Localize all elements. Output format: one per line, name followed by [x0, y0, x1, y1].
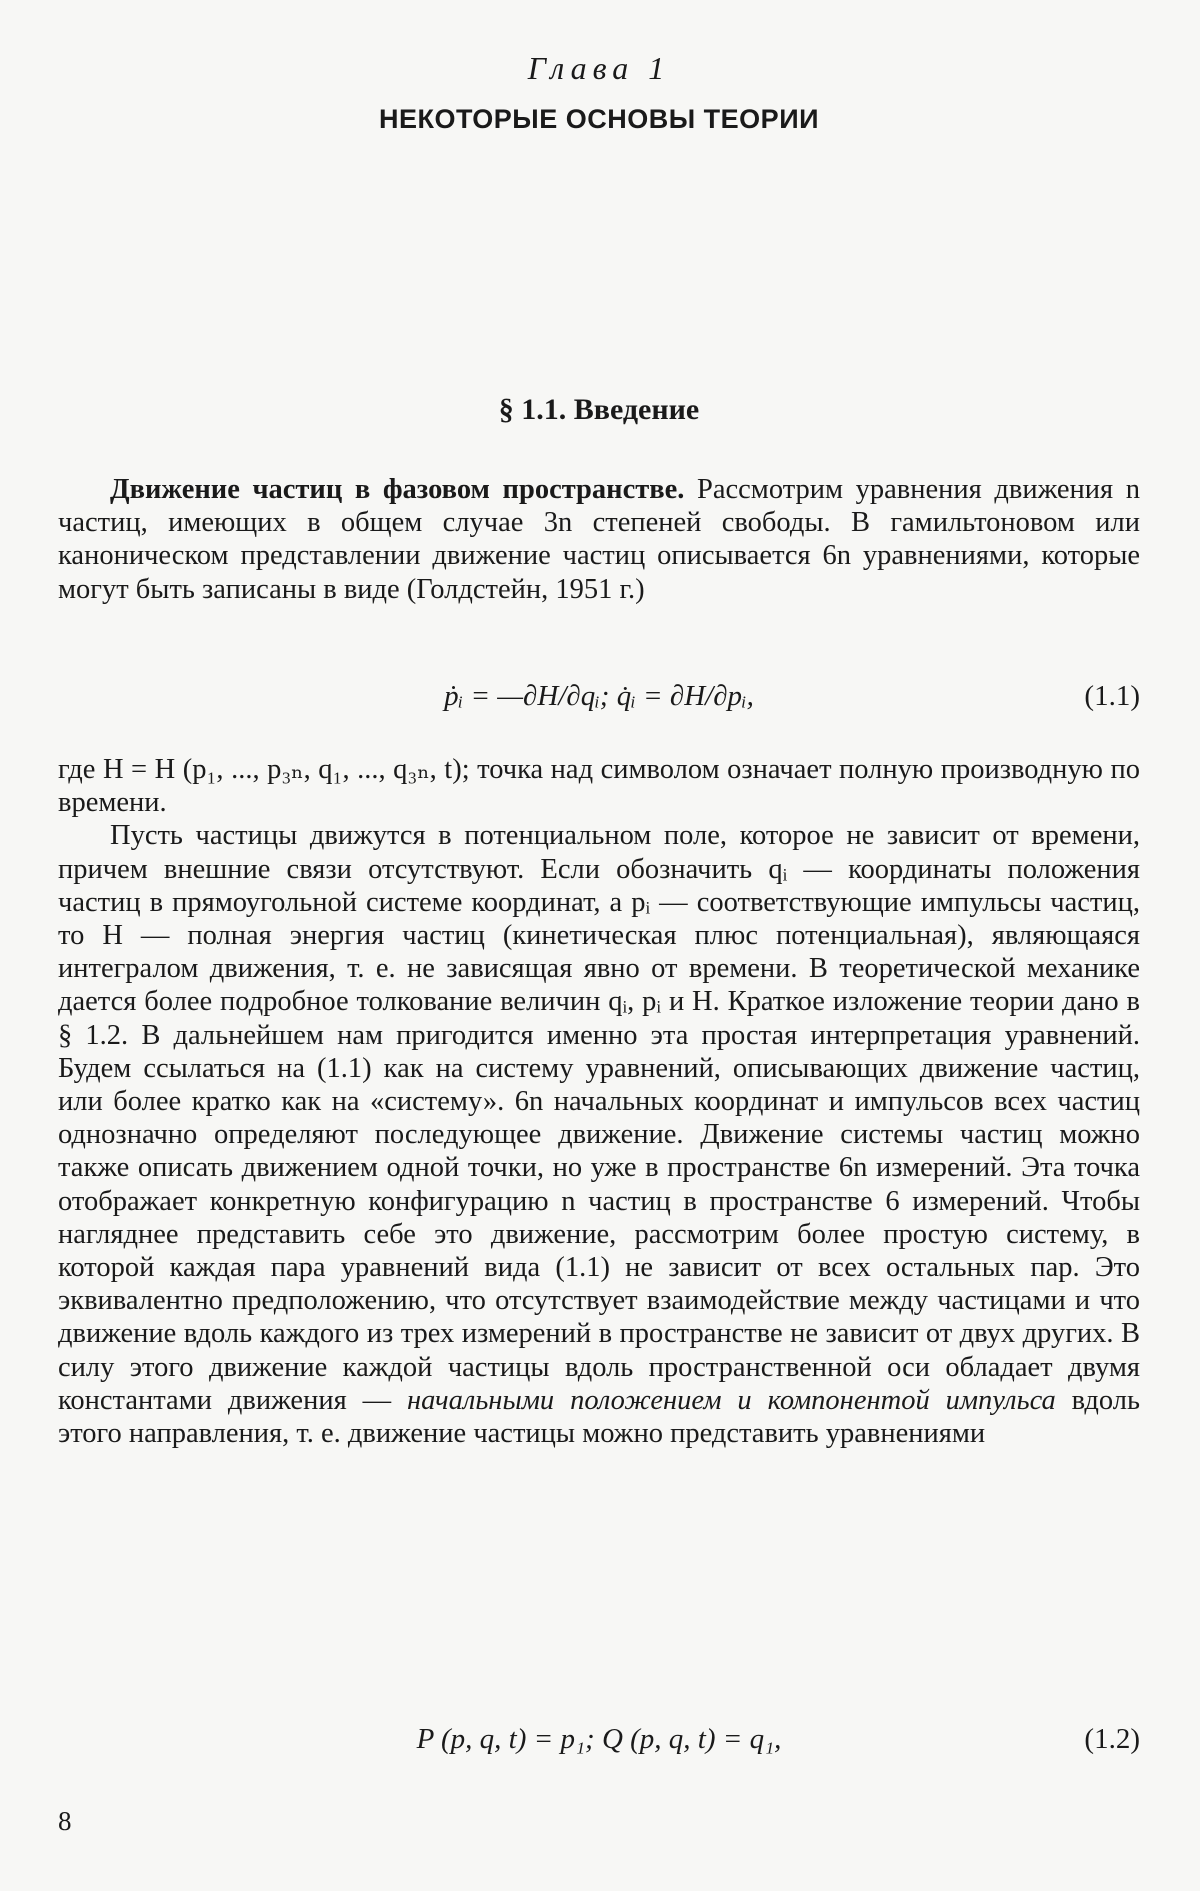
paragraph-text: Рассмотрим уравнения движения n частиц, имеющих в общем случае 3n степеней свободы. В гамильтоновом или каноническом представлении движение частиц описывается 6n уравнениями, которые могут быть записаны в виде (Голдстейн, 1951 г.)	[58, 474, 1140, 605]
page-number: 8	[58, 1806, 72, 1836]
paragraph-potential-field	[58, 819, 1140, 1450]
section-title: § 1.1. Введение	[498, 393, 700, 426]
equation-body: P (p, q, t) = p₁; Q (p, q, t) = q₁,	[416, 1723, 782, 1755]
intro-paragraph-block	[58, 473, 1140, 606]
main-text-block	[58, 753, 1140, 1450]
equation-number: (1.2)	[1084, 1723, 1140, 1755]
paragraph-text: Пусть частицы движутся в потенциальном поле, которое не зависит от времени, причем внешние связи отсутствуют. Если обозначить qᵢ — координаты положения частиц в прямоугольной системе координат, а pᵢ — соответствующие импульсы частиц, то H — полная энергия частиц (кинетическая плюс потенциальная), являющаяся интегралом движения, т. е. не зависящая явно от времени. В теоретической механике дается более подробное толкование величин qᵢ, pᵢ и H. Краткое изложение теории дано в § 1.2. В дальнейшем нам пригодится именно эта простая интерпретация уравнений. Будем ссылаться на (1.1) как на систему уравнений, описывающих движение частиц, или более кратко как на «систему». 6n начальных координат и импульсов всех частиц однозначно определяют последующее движение. Движение системы частиц можно также описать движением одной точки, но уже в пространстве 6n измерений. Эта точка отображает конкретную конфигурацию n частиц в пространстве 6 измерений. Чтобы нагляднее представить себе это движение, рассмотрим более простую систему, в которой каждая пара уравнений вида (1.1) не зависит от всех остальных пар. Это эквивалентно предположению, что отсутствует взаимодействие между частицами и что движение вдоль каждого из трех измерений в пространстве не зависит от двух других. В силу этого движение каждой частицы вдоль пространственной оси обладает двумя константами движения —	[58, 820, 1140, 1416]
chapter-label: Глава 1	[527, 50, 671, 86]
paragraph-text: вдоль этого направления, т. е. движение частицы можно представить уравнениями	[58, 1384, 1141, 1450]
equation-1-1	[58, 680, 1140, 720]
paragraph-where	[58, 753, 1140, 819]
chapter-title: НЕКОТОРЫЕ ОСНОВЫ ТЕОРИИ	[378, 104, 820, 134]
equation-number: (1.1)	[1084, 680, 1140, 712]
equation-1-2	[58, 1723, 1140, 1763]
equation-body: ṗᵢ = —∂H/∂qᵢ; q̇ᵢ = ∂H/∂pᵢ,	[444, 680, 754, 712]
paragraph-phase-space	[58, 473, 1140, 606]
paragraph-text: где H = H (p₁, ..., p₃ₙ, q₁, ..., q₃ₙ, t); точка над символом означает полную производную по времени.	[58, 754, 1140, 819]
book-page	[58, 0, 1140, 1891]
emphasized-text: начальными положением и компонентой импульса	[407, 1384, 1056, 1416]
run-in-heading: Движение частиц в фазовом пространстве.	[110, 474, 685, 505]
